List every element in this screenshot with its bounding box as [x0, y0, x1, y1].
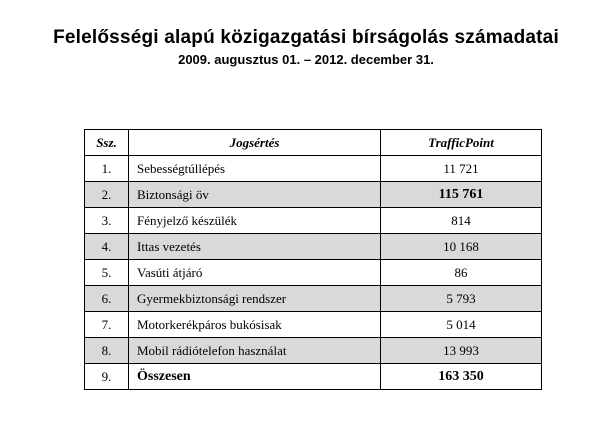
table-row-total [85, 364, 542, 390]
row-trafficpoint-count: 814 [381, 208, 542, 234]
table-row [85, 182, 542, 208]
header-serial-number: Ssz. [85, 130, 129, 156]
table-row [85, 234, 542, 260]
row-serial-number: 9. [85, 364, 129, 390]
row-violation-name: Fényjelző készülék [129, 208, 381, 234]
row-trafficpoint-count: 115 761 [381, 182, 542, 208]
row-violation-name: Vasúti átjáró [129, 260, 381, 286]
row-violation-name: Összesen [129, 364, 381, 390]
table-header-row [85, 130, 542, 156]
row-trafficpoint-count: 163 350 [381, 364, 542, 390]
row-serial-number: 8. [85, 338, 129, 364]
row-serial-number: 4. [85, 234, 129, 260]
row-serial-number: 6. [85, 286, 129, 312]
table-row [85, 286, 542, 312]
row-trafficpoint-count: 13 993 [381, 338, 542, 364]
fines-table [84, 129, 542, 390]
table-row [85, 260, 542, 286]
row-trafficpoint-count: 5 014 [381, 312, 542, 338]
row-violation-name: Gyermekbiztonsági rendszer [129, 286, 381, 312]
table-row [85, 208, 542, 234]
document-title: Felelősségi alapú közigazgatási bírságolás számadatai [53, 27, 559, 48]
row-violation-name: Biztonsági öv [129, 182, 381, 208]
row-serial-number: 5. [85, 260, 129, 286]
row-serial-number: 2. [85, 182, 129, 208]
header-trafficpoint: TrafficPoint [381, 130, 542, 156]
table-body [85, 156, 542, 390]
document-subtitle: 2009. augusztus 01. – 2012. december 31. [178, 52, 434, 67]
row-violation-name: Ittas vezetés [129, 234, 381, 260]
row-trafficpoint-count: 86 [381, 260, 542, 286]
table-row [85, 312, 542, 338]
table-row [85, 156, 542, 182]
row-serial-number: 7. [85, 312, 129, 338]
header-violation: Jogsértés [129, 130, 381, 156]
row-violation-name: Motorkerékpáros bukósisak [129, 312, 381, 338]
row-violation-name: Sebességtúllépés [129, 156, 381, 182]
table-row [85, 338, 542, 364]
row-trafficpoint-count: 10 168 [381, 234, 542, 260]
row-serial-number: 1. [85, 156, 129, 182]
row-violation-name: Mobil rádiótelefon használat [129, 338, 381, 364]
row-trafficpoint-count: 5 793 [381, 286, 542, 312]
row-serial-number: 3. [85, 208, 129, 234]
row-trafficpoint-count: 11 721 [381, 156, 542, 182]
